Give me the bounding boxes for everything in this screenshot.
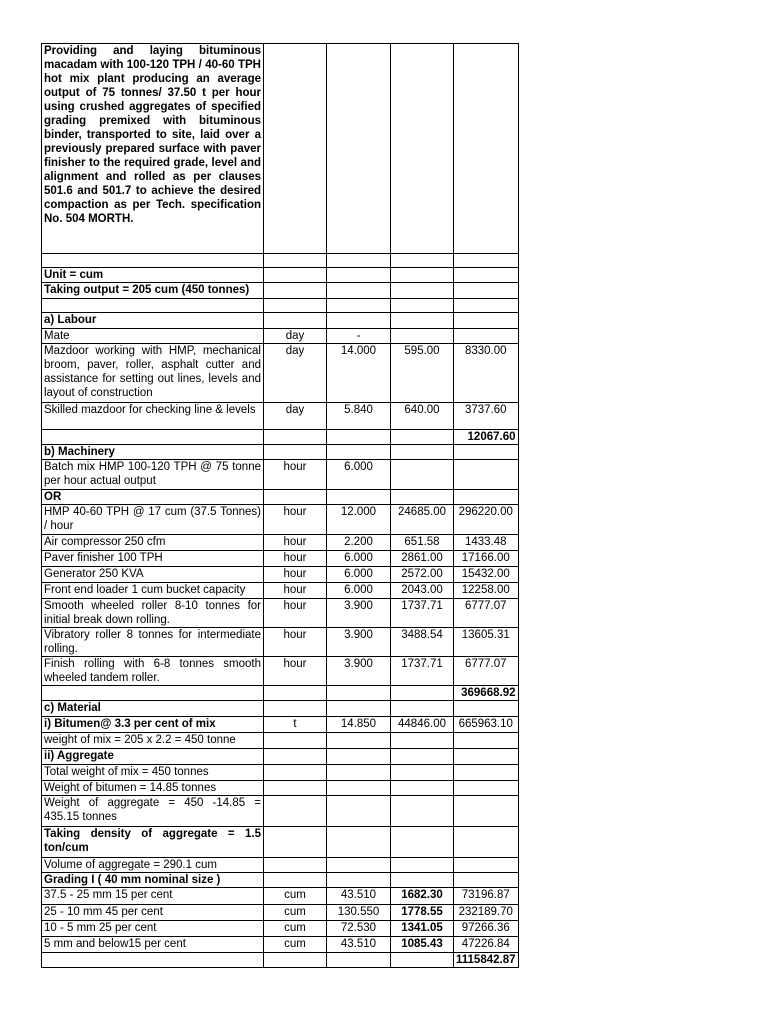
table-row <box>42 583 519 599</box>
unit-cell <box>264 873 327 888</box>
item-description: Volume of aggregate = 290.1 cum <box>42 858 264 873</box>
rate-cell: 24685.00 <box>391 505 454 535</box>
table-row <box>42 827 519 858</box>
quantity-cell: 2.200 <box>327 535 391 551</box>
rate-cell: 1085.43 <box>391 937 454 953</box>
quantity-cell <box>327 268 391 283</box>
unit-cell: hour <box>264 628 327 657</box>
quantity-cell: - <box>327 329 391 344</box>
table-row <box>42 599 519 628</box>
table-row <box>42 283 519 299</box>
amount-cell <box>454 313 519 329</box>
item-description: Paver finisher 100 TPH <box>42 551 264 567</box>
unit-cell <box>264 445 327 460</box>
unit-cell <box>264 313 327 329</box>
amount-cell: 17166.00 <box>454 551 519 567</box>
quantity-cell: 3.900 <box>327 599 391 628</box>
table-row <box>42 445 519 460</box>
rate-cell <box>391 283 454 299</box>
quantity-cell: 43.510 <box>327 937 391 953</box>
quantity-cell <box>327 796 391 827</box>
unit-cell: day <box>264 329 327 344</box>
table-row <box>42 657 519 686</box>
unit-cell: cum <box>264 888 327 905</box>
table-row <box>42 937 519 953</box>
amount-cell <box>454 299 519 313</box>
rate-cell: 640.00 <box>391 403 454 430</box>
table-row <box>42 905 519 921</box>
amount-cell: 13605.31 <box>454 628 519 657</box>
table-row <box>42 313 519 329</box>
table-row <box>42 921 519 937</box>
item-description: 37.5 - 25 mm 15 per cent <box>42 888 264 905</box>
rate-cell: 1341.05 <box>391 921 454 937</box>
table-row <box>42 888 519 905</box>
quantity-cell <box>327 858 391 873</box>
amount-cell <box>454 460 519 490</box>
table-row <box>42 268 519 283</box>
amount-cell: 1115842.87 <box>454 953 519 968</box>
item-description: c) Material <box>42 701 264 717</box>
amount-cell: 6777.07 <box>454 599 519 628</box>
amount-cell: 12067.60 <box>454 430 519 445</box>
amount-cell: 296220.00 <box>454 505 519 535</box>
quantity-cell <box>327 873 391 888</box>
amount-cell: 73196.87 <box>454 888 519 905</box>
amount-cell: 232189.70 <box>454 905 519 921</box>
item-description: Taking output = 205 cum (450 tonnes) <box>42 283 264 299</box>
table-row <box>42 765 519 781</box>
quantity-cell <box>327 445 391 460</box>
item-description: Providing and laying bituminous macadam with 100-120 TPH / 40-60 TPH hot mix plant producing an average output of 75 tonnes/ 37.50 t per hour using crushed aggregates of specified grading premixed with bituminous binder, transported to site, laid over a previously prepared surface with paver finisher to the required grade, level and alignment and rolled as per clauses 501.6 and 501.7 to achieve the desired compaction as per Tech. specification No. 504 MORTH. <box>42 44 264 254</box>
item-description: b) Machinery <box>42 445 264 460</box>
rate-cell: 2043.00 <box>391 583 454 599</box>
amount-cell: 665963.10 <box>454 717 519 733</box>
rate-table-body <box>42 44 519 968</box>
amount-cell: 15432.00 <box>454 567 519 583</box>
amount-cell: 8330.00 <box>454 344 519 403</box>
table-row <box>42 430 519 445</box>
amount-cell <box>454 44 519 254</box>
rate-cell: 1682.30 <box>391 888 454 905</box>
table-row <box>42 567 519 583</box>
unit-cell: hour <box>264 567 327 583</box>
item-description: HMP 40-60 TPH @ 17 cum (37.5 Tonnes) / hour <box>42 505 264 535</box>
unit-cell: day <box>264 403 327 430</box>
table-row <box>42 299 519 313</box>
quantity-cell <box>327 299 391 313</box>
item-description: 5 mm and below15 per cent <box>42 937 264 953</box>
rate-analysis-table <box>41 43 519 968</box>
item-description: Batch mix HMP 100-120 TPH @ 75 tonne per hour actual output <box>42 460 264 490</box>
unit-cell <box>264 733 327 749</box>
unit-cell: t <box>264 717 327 733</box>
quantity-cell: 3.900 <box>327 628 391 657</box>
unit-cell: cum <box>264 921 327 937</box>
quantity-cell <box>327 781 391 796</box>
quantity-cell <box>327 733 391 749</box>
unit-cell <box>264 953 327 968</box>
rate-cell <box>391 329 454 344</box>
rate-cell: 2572.00 <box>391 567 454 583</box>
table-row <box>42 329 519 344</box>
table-row <box>42 551 519 567</box>
quantity-cell: 6.000 <box>327 583 391 599</box>
table-row <box>42 796 519 827</box>
unit-cell <box>264 701 327 717</box>
table-row <box>42 535 519 551</box>
item-description: Finish rolling with 6-8 tonnes smooth wheeled tandem roller. <box>42 657 264 686</box>
quantity-cell <box>327 827 391 858</box>
unit-cell <box>264 827 327 858</box>
rate-cell <box>391 953 454 968</box>
item-description <box>42 254 264 268</box>
amount-cell <box>454 796 519 827</box>
table-row <box>42 858 519 873</box>
item-description: a) Labour <box>42 313 264 329</box>
table-row <box>42 403 519 430</box>
rate-cell <box>391 701 454 717</box>
rate-cell <box>391 733 454 749</box>
item-description: Grading I ( 40 mm nominal size ) <box>42 873 264 888</box>
unit-cell <box>264 781 327 796</box>
rate-cell <box>391 313 454 329</box>
table-row <box>42 749 519 765</box>
table-row <box>42 701 519 717</box>
unit-cell: hour <box>264 460 327 490</box>
table-row <box>42 254 519 268</box>
quantity-cell <box>327 686 391 701</box>
rate-cell <box>391 445 454 460</box>
item-description: Skilled mazdoor for checking line & levels <box>42 403 264 430</box>
item-description <box>42 299 264 313</box>
table-row <box>42 628 519 657</box>
rate-cell: 595.00 <box>391 344 454 403</box>
table-row <box>42 460 519 490</box>
quantity-cell <box>327 313 391 329</box>
unit-cell <box>264 858 327 873</box>
unit-cell <box>264 283 327 299</box>
table-row <box>42 344 519 403</box>
unit-cell: hour <box>264 657 327 686</box>
amount-cell: 1433.48 <box>454 535 519 551</box>
amount-cell <box>454 445 519 460</box>
unit-cell <box>264 430 327 445</box>
unit-cell <box>264 254 327 268</box>
quantity-cell: 72.530 <box>327 921 391 937</box>
item-description: Weight of bitumen = 14.85 tonnes <box>42 781 264 796</box>
item-description: 10 - 5 mm 25 per cent <box>42 921 264 937</box>
table-row <box>42 686 519 701</box>
rate-cell <box>391 873 454 888</box>
item-description <box>42 953 264 968</box>
quantity-cell <box>327 44 391 254</box>
rate-cell: 1737.71 <box>391 657 454 686</box>
rate-cell <box>391 686 454 701</box>
quantity-cell: 6.000 <box>327 551 391 567</box>
item-description: 25 - 10 mm 45 per cent <box>42 905 264 921</box>
rate-cell <box>391 827 454 858</box>
amount-cell <box>454 749 519 765</box>
unit-cell <box>264 490 327 505</box>
quantity-cell: 3.900 <box>327 657 391 686</box>
quantity-cell <box>327 953 391 968</box>
table-row <box>42 490 519 505</box>
rate-cell <box>391 796 454 827</box>
unit-cell <box>264 686 327 701</box>
table-row <box>42 953 519 968</box>
unit-cell: cum <box>264 937 327 953</box>
quantity-cell: 6.000 <box>327 567 391 583</box>
unit-cell <box>264 44 327 254</box>
amount-cell <box>454 490 519 505</box>
amount-cell: 97266.36 <box>454 921 519 937</box>
amount-cell: 3737.60 <box>454 403 519 430</box>
quantity-cell: 14.000 <box>327 344 391 403</box>
item-description: weight of mix = 205 x 2.2 = 450 tonne <box>42 733 264 749</box>
unit-cell: hour <box>264 599 327 628</box>
amount-cell <box>454 765 519 781</box>
rate-cell <box>391 765 454 781</box>
unit-cell <box>264 765 327 781</box>
item-description: OR <box>42 490 264 505</box>
unit-cell <box>264 796 327 827</box>
rate-cell <box>391 490 454 505</box>
table-row <box>42 505 519 535</box>
table-row <box>42 44 519 254</box>
item-description: Weight of aggregate = 450 -14.85 = 435.15 tonnes <box>42 796 264 827</box>
quantity-cell <box>327 254 391 268</box>
table-row <box>42 733 519 749</box>
amount-cell <box>454 254 519 268</box>
rate-cell <box>391 460 454 490</box>
item-description: Total weight of mix = 450 tonnes <box>42 765 264 781</box>
amount-cell: 369668.92 <box>454 686 519 701</box>
quantity-cell: 6.000 <box>327 460 391 490</box>
quantity-cell <box>327 765 391 781</box>
quantity-cell: 12.000 <box>327 505 391 535</box>
table-row <box>42 781 519 796</box>
item-description: Front end loader 1 cum bucket capacity <box>42 583 264 599</box>
amount-cell: 47226.84 <box>454 937 519 953</box>
amount-cell: 12258.00 <box>454 583 519 599</box>
item-description: Generator 250 KVA <box>42 567 264 583</box>
item-description: Mazdoor working with HMP, mechanical broom, paver, roller, asphalt cutter and assistance for setting out lines, levels and layout of construction <box>42 344 264 403</box>
quantity-cell <box>327 430 391 445</box>
quantity-cell <box>327 283 391 299</box>
quantity-cell: 130.550 <box>327 905 391 921</box>
item-description <box>42 686 264 701</box>
rate-cell <box>391 430 454 445</box>
rate-cell <box>391 858 454 873</box>
unit-cell: hour <box>264 583 327 599</box>
quantity-cell <box>327 749 391 765</box>
unit-cell: hour <box>264 505 327 535</box>
rate-cell: 3488.54 <box>391 628 454 657</box>
item-description: Vibratory roller 8 tonnes for intermediate rolling. <box>42 628 264 657</box>
quantity-cell: 43.510 <box>327 888 391 905</box>
rate-cell: 44846.00 <box>391 717 454 733</box>
amount-cell: 6777.07 <box>454 657 519 686</box>
amount-cell <box>454 873 519 888</box>
rate-cell <box>391 781 454 796</box>
rate-cell: 1737.71 <box>391 599 454 628</box>
rate-cell: 651.58 <box>391 535 454 551</box>
item-description: Taking density of aggregate = 1.5 ton/cum <box>42 827 264 858</box>
unit-cell: hour <box>264 551 327 567</box>
item-description: i) Bitumen@ 3.3 per cent of mix <box>42 717 264 733</box>
rate-cell <box>391 299 454 313</box>
unit-cell <box>264 268 327 283</box>
item-description: Air compressor 250 cfm <box>42 535 264 551</box>
table-row <box>42 873 519 888</box>
rate-cell: 2861.00 <box>391 551 454 567</box>
unit-cell: day <box>264 344 327 403</box>
amount-cell <box>454 733 519 749</box>
amount-cell <box>454 781 519 796</box>
amount-cell <box>454 283 519 299</box>
amount-cell <box>454 858 519 873</box>
item-description: ii) Aggregate <box>42 749 264 765</box>
rate-cell <box>391 44 454 254</box>
rate-cell <box>391 749 454 765</box>
rate-cell <box>391 268 454 283</box>
quantity-cell: 5.840 <box>327 403 391 430</box>
table-row <box>42 717 519 733</box>
item-description: Unit = cum <box>42 268 264 283</box>
quantity-cell <box>327 701 391 717</box>
quantity-cell <box>327 490 391 505</box>
amount-cell <box>454 329 519 344</box>
amount-cell <box>454 268 519 283</box>
unit-cell <box>264 749 327 765</box>
quantity-cell: 14.850 <box>327 717 391 733</box>
item-description: Smooth wheeled roller 8-10 tonnes for initial break down rolling. <box>42 599 264 628</box>
amount-cell <box>454 827 519 858</box>
item-description: Mate <box>42 329 264 344</box>
item-description <box>42 430 264 445</box>
unit-cell: hour <box>264 535 327 551</box>
rate-cell: 1778.55 <box>391 905 454 921</box>
rate-cell <box>391 254 454 268</box>
unit-cell <box>264 299 327 313</box>
amount-cell <box>454 701 519 717</box>
unit-cell: cum <box>264 905 327 921</box>
